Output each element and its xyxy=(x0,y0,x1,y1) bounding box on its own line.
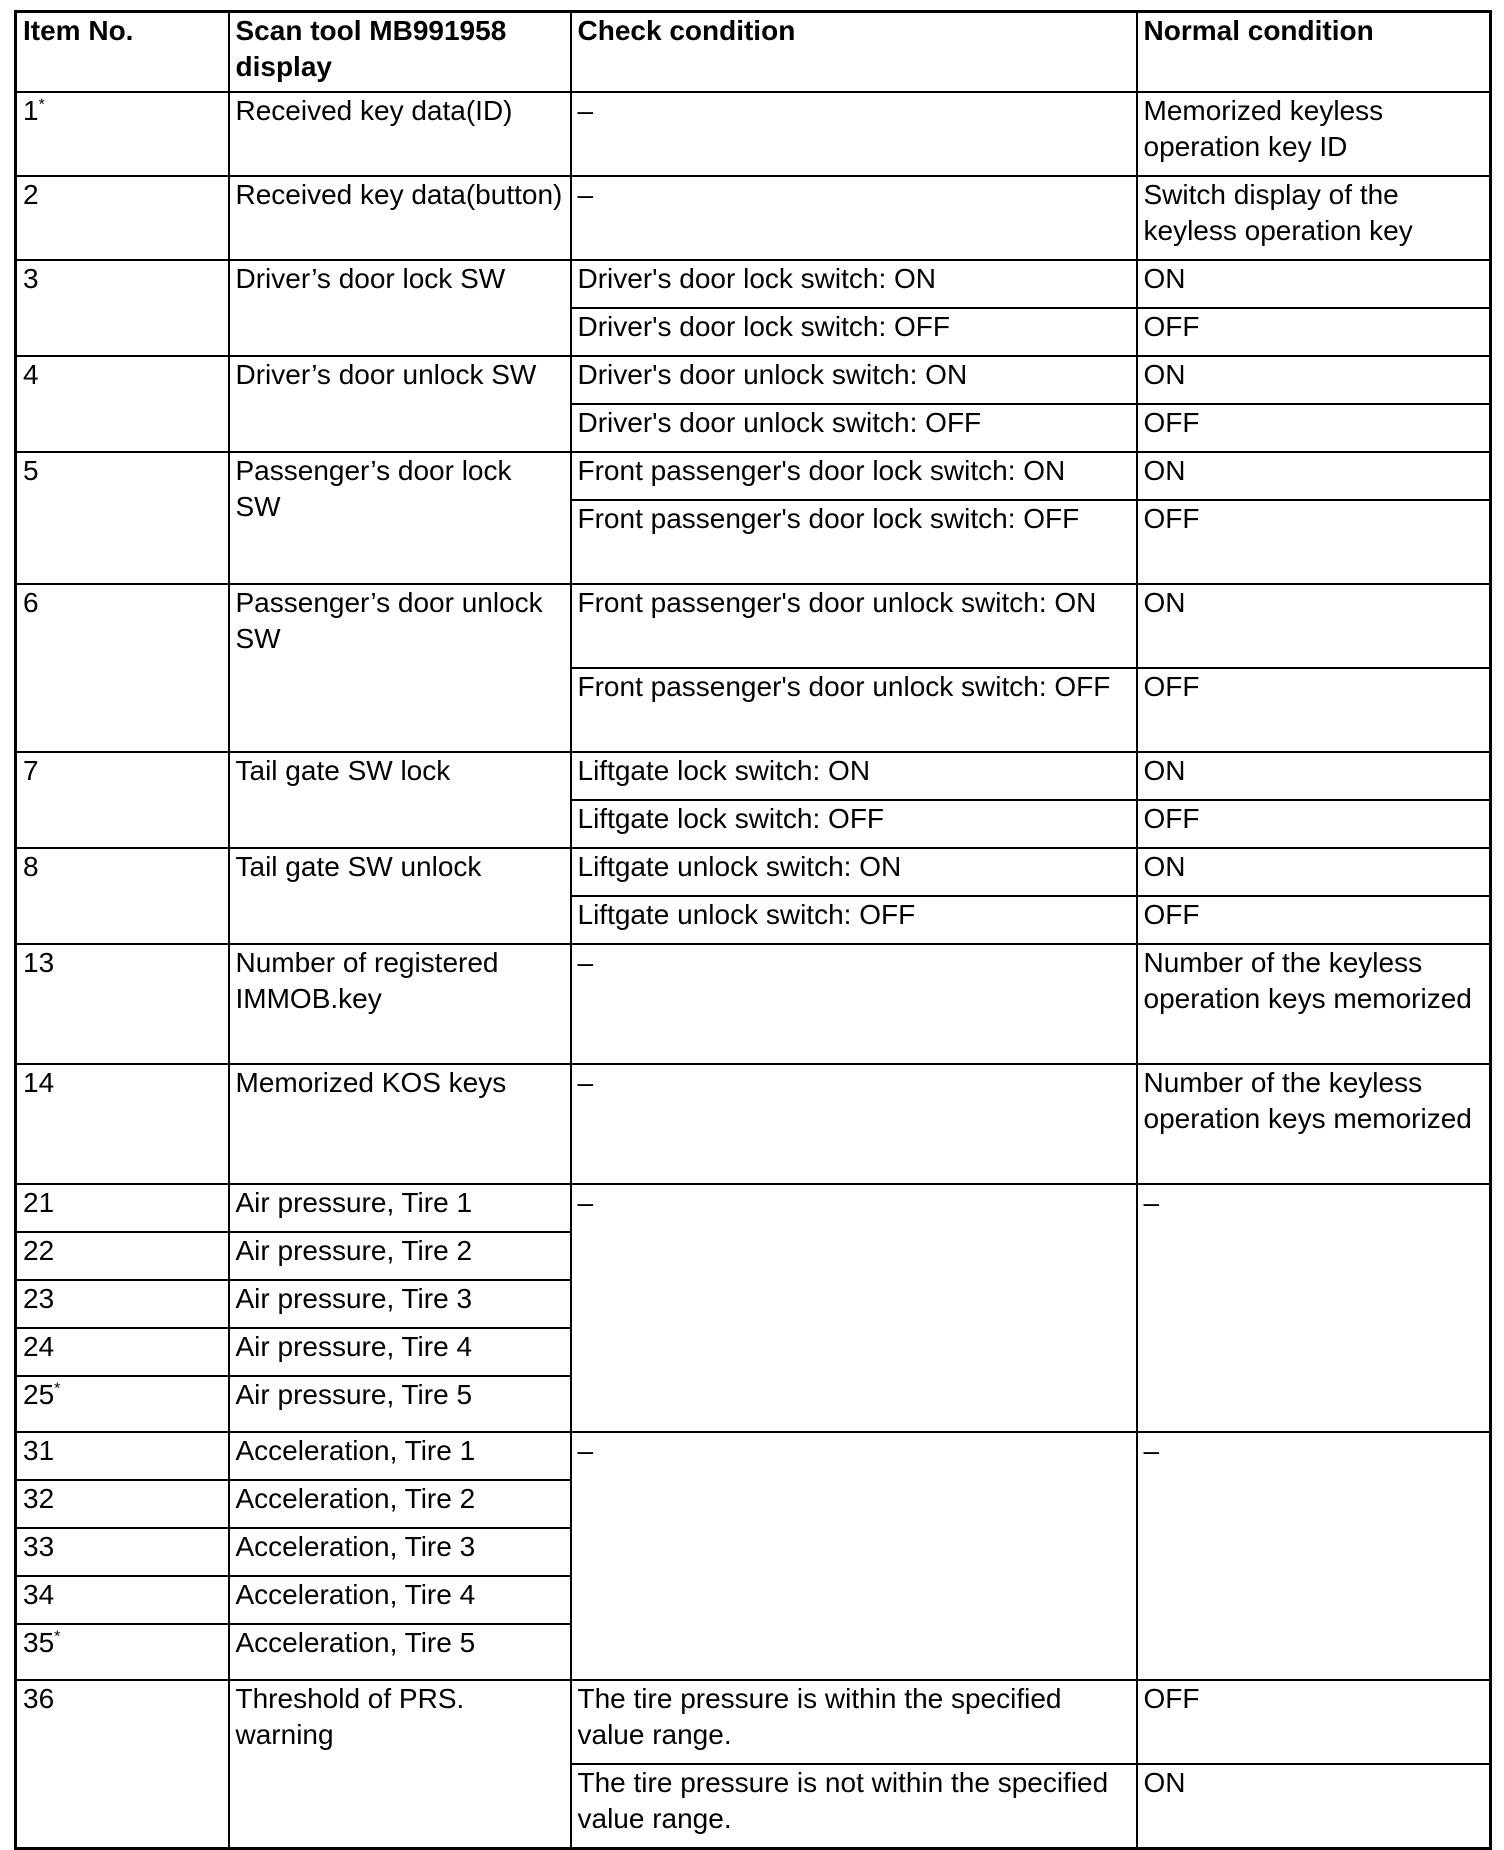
display-cell: Threshold of PRS. warning xyxy=(229,1680,571,1848)
normal-cell: Number of the keyless operation keys memorized xyxy=(1137,944,1491,1064)
display-cell: Tail gate SW lock xyxy=(229,752,571,848)
table-row xyxy=(16,1432,1491,1480)
table-row xyxy=(16,1184,1491,1232)
header-check-condition: Check condition xyxy=(571,12,1137,93)
display-cell: Acceleration, Tire 4 xyxy=(229,1576,571,1624)
normal-cell: OFF xyxy=(1137,668,1491,752)
display-cell: Air pressure, Tire 3 xyxy=(229,1280,571,1328)
normal-cell: ON xyxy=(1137,356,1491,404)
item-cell: 36 xyxy=(16,1680,229,1848)
header-item-no: Item No. xyxy=(16,12,229,93)
normal-cell: Memorized keyless operation key ID xyxy=(1137,92,1491,176)
check-cell: – xyxy=(571,92,1137,176)
check-cell: Front passenger's door lock switch: ON xyxy=(571,452,1137,500)
item-cell: 21 xyxy=(16,1184,229,1232)
normal-cell: OFF xyxy=(1137,1680,1491,1764)
normal-cell: – xyxy=(1137,1432,1491,1680)
check-cell: – xyxy=(571,176,1137,260)
item-number: 35 xyxy=(23,1627,55,1658)
display-cell: Tail gate SW unlock xyxy=(229,848,571,944)
check-cell: Front passenger's door unlock switch: OFF xyxy=(571,668,1137,752)
footnote-mark: * xyxy=(38,96,45,114)
check-cell: Front passenger's door unlock switch: ON xyxy=(571,584,1137,668)
check-cell: – xyxy=(571,1184,1137,1432)
normal-cell: ON xyxy=(1137,752,1491,800)
table-row xyxy=(16,356,1491,404)
display-cell: Passenger’s door lock SW xyxy=(229,452,571,584)
item-cell: 14 xyxy=(16,1064,229,1184)
check-cell: Liftgate lock switch: ON xyxy=(571,752,1137,800)
table-row xyxy=(16,848,1491,896)
check-cell: – xyxy=(571,1064,1137,1184)
header-normal-condition: Normal condition xyxy=(1137,12,1491,93)
display-cell: Driver’s door unlock SW xyxy=(229,356,571,452)
header-scan-display: Scan tool MB991958 display xyxy=(229,12,571,93)
item-cell: 3 xyxy=(16,260,229,356)
table-row xyxy=(16,176,1491,260)
display-cell: Acceleration, Tire 1 xyxy=(229,1432,571,1480)
item-cell: 31 xyxy=(16,1432,229,1480)
spec-table xyxy=(14,10,1492,1850)
display-cell: Received key data(button) xyxy=(229,176,571,260)
check-cell: The tire pressure is not within the specified value range. xyxy=(571,1764,1137,1848)
item-cell: 4 xyxy=(16,356,229,452)
item-cell xyxy=(16,92,229,176)
item-cell: 23 xyxy=(16,1280,229,1328)
normal-cell: ON xyxy=(1137,260,1491,308)
display-cell: Driver’s door lock SW xyxy=(229,260,571,356)
footnote-mark: * xyxy=(54,1380,61,1398)
table-row xyxy=(16,944,1491,1064)
check-cell: Liftgate unlock switch: OFF xyxy=(571,896,1137,944)
normal-cell: OFF xyxy=(1137,500,1491,584)
item-cell: 34 xyxy=(16,1576,229,1624)
display-cell: Number of registered IMMOB.key xyxy=(229,944,571,1064)
display-cell: Acceleration, Tire 2 xyxy=(229,1480,571,1528)
normal-cell: ON xyxy=(1137,584,1491,668)
item-cell: 2 xyxy=(16,176,229,260)
display-cell: Received key data(ID) xyxy=(229,92,571,176)
normal-cell: OFF xyxy=(1137,404,1491,452)
table-row xyxy=(16,452,1491,500)
table-row xyxy=(16,1680,1491,1764)
check-cell: Driver's door lock switch: ON xyxy=(571,260,1137,308)
item-cell: 33 xyxy=(16,1528,229,1576)
item-cell: 7 xyxy=(16,752,229,848)
display-cell: Acceleration, Tire 5 xyxy=(229,1624,571,1680)
header-row xyxy=(16,12,1491,93)
item-cell: 5 xyxy=(16,452,229,584)
item-cell: 32 xyxy=(16,1480,229,1528)
normal-cell: OFF xyxy=(1137,800,1491,848)
check-cell: Liftgate unlock switch: ON xyxy=(571,848,1137,896)
table-row xyxy=(16,752,1491,800)
check-cell: Front passenger's door lock switch: OFF xyxy=(571,500,1137,584)
item-cell: 13 xyxy=(16,944,229,1064)
display-cell: Air pressure, Tire 5 xyxy=(229,1376,571,1432)
check-cell: Driver's door unlock switch: OFF xyxy=(571,404,1137,452)
check-cell: Driver's door lock switch: OFF xyxy=(571,308,1137,356)
footnote-mark: * xyxy=(54,1628,61,1646)
check-cell: The tire pressure is within the specified value range. xyxy=(571,1680,1137,1764)
normal-cell: ON xyxy=(1137,1764,1491,1848)
display-cell: Memorized KOS keys xyxy=(229,1064,571,1184)
normal-cell: ON xyxy=(1137,452,1491,500)
table-row xyxy=(16,260,1491,308)
display-cell: Acceleration, Tire 3 xyxy=(229,1528,571,1576)
normal-cell: OFF xyxy=(1137,896,1491,944)
display-cell: Passenger’s door unlock SW xyxy=(229,584,571,752)
normal-cell: OFF xyxy=(1137,308,1491,356)
check-cell: – xyxy=(571,1432,1137,1680)
table-row xyxy=(16,584,1491,668)
check-cell: Liftgate lock switch: OFF xyxy=(571,800,1137,848)
normal-cell: Number of the keyless operation keys memorized xyxy=(1137,1064,1491,1184)
item-number: 25 xyxy=(23,1379,55,1410)
normal-cell: Switch display of the keyless operation key xyxy=(1137,176,1491,260)
display-cell: Air pressure, Tire 1 xyxy=(229,1184,571,1232)
display-cell: Air pressure, Tire 4 xyxy=(229,1328,571,1376)
check-cell: Driver's door unlock switch: ON xyxy=(571,356,1137,404)
display-cell: Air pressure, Tire 2 xyxy=(229,1232,571,1280)
table-row xyxy=(16,92,1491,176)
normal-cell: ON xyxy=(1137,848,1491,896)
check-cell: – xyxy=(571,944,1137,1064)
item-cell xyxy=(16,1624,229,1680)
item-cell: 22 xyxy=(16,1232,229,1280)
item-cell: 8 xyxy=(16,848,229,944)
item-number: 1 xyxy=(23,95,39,126)
table-row xyxy=(16,1064,1491,1184)
item-cell: 24 xyxy=(16,1328,229,1376)
item-cell: 6 xyxy=(16,584,229,752)
item-cell xyxy=(16,1376,229,1432)
normal-cell: – xyxy=(1137,1184,1491,1432)
